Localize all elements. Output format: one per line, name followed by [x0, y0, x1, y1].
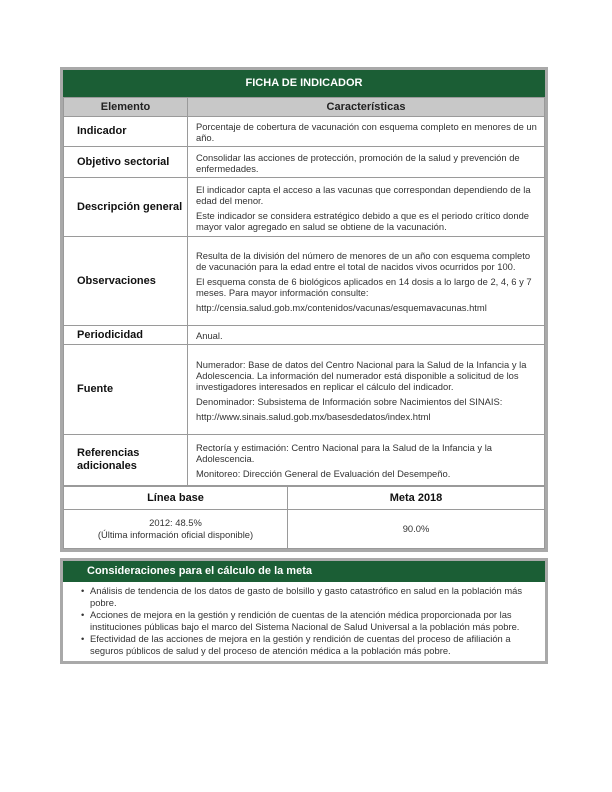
table-header-row [64, 98, 545, 117]
column-header-elemento: Elemento [64, 98, 188, 117]
table-row [64, 345, 545, 435]
row-label: Periodicidad [64, 326, 188, 345]
list-item [83, 609, 535, 632]
linea-base-header: Línea base [64, 487, 288, 510]
row-paragraph: Denominador: Subsistema de Información sobre Nacimientos del SINAIS: [196, 395, 503, 407]
row-label: Indicador [64, 117, 188, 147]
indicator-card-title: FICHA DE INDICADOR [63, 70, 545, 97]
row-label: Fuente [64, 345, 188, 435]
list-item-text: Efectividad de las acciones de mejora en la gestión y rendición de cuentas del proceso de afiliación a seguros públicos de salud y del proceso de atención médica a la población más pobre. [90, 633, 511, 656]
considerations-list [63, 582, 545, 661]
list-item-text: Análisis de tendencia de los datos de gasto de bolsillo y gasto catastrófico en salud en la población más pobre. [90, 585, 523, 608]
list-item [83, 633, 535, 656]
row-content [188, 117, 545, 147]
table-row [64, 117, 545, 147]
list-item-text: Acciones de mejora en la gestión y rendición de cuentas de la atención médica proporcionada por las instituciones públicas bajo el marco del Sistema Nacional de Salud Universal a la población más pobre. [90, 609, 520, 632]
meta-value: 90.0% [288, 510, 545, 549]
bullet-icon: • [81, 609, 85, 620]
linea-base-value: 2012: 48.5% [149, 517, 202, 528]
indicator-table [63, 97, 545, 486]
row-paragraph: Consolidar las acciones de protección, promoción de la salud y prevención de enfermedades. [196, 151, 520, 174]
row-content [188, 345, 545, 435]
row-content [188, 237, 545, 326]
table-row [64, 237, 545, 326]
bullet-icon: • [81, 585, 85, 596]
bullet-icon: • [81, 633, 85, 644]
row-paragraph: El indicador capta el acceso a las vacunas que correspondan dependiendo de la edad del menor. [196, 183, 531, 206]
row-paragraph: Rectoría y estimación: Centro Nacional para la Salud de la Infancia y la Adolescencia. [196, 442, 492, 464]
row-paragraph: http://censia.salud.gob.mx/contenidos/vacunas/esquemavacunas.html [196, 302, 487, 313]
row-paragraph: Este indicador se considera estratégico debido a que es el periodo crítico donde mayor valor agregado en salud se obtiene de la vacunación. [196, 209, 530, 232]
considerations-card [60, 558, 548, 664]
row-paragraph: El esquema consta de 6 biológicos aplicados en 14 dosis a lo largo de 2, 4, 6 y 7 meses. Para mayor información consulte: [196, 276, 532, 298]
meta-header: Meta 2018 [288, 487, 545, 510]
linea-base-note: (Última información oficial disponible) [97, 529, 254, 540]
row-content [188, 326, 545, 345]
list-item [83, 585, 535, 608]
row-label: Referencias adicionales [64, 435, 188, 486]
row-paragraph: Numerador: Base de datos del Centro Nacional para la Salud de la Infancia y la Adolescencia. La información del numerador está disponible a solicitud de los investigadores interesados en replicar el cálculo del indicador. [196, 358, 527, 392]
row-content [188, 178, 545, 237]
considerations-title: Consideraciones para el cálculo de la meta [63, 561, 545, 582]
row-paragraph: Anual. [196, 330, 223, 341]
linea-base-cell [64, 510, 288, 549]
row-paragraph: Porcentaje de cobertura de vacunación con esquema completo en menores de un año. [196, 121, 537, 143]
row-paragraph: Monitoreo: Dirección General de Evaluación del Desempeño. [196, 468, 451, 479]
row-paragraph: http://www.sinais.salud.gob.mx/basesdedatos/index.html [196, 410, 431, 422]
row-content [188, 435, 545, 486]
table-row [64, 435, 545, 486]
row-content [188, 147, 545, 178]
column-header-caracteristicas: Características [188, 98, 545, 117]
table-row [64, 147, 545, 178]
baseline-goal-table [63, 486, 545, 549]
row-label: Descripción general [64, 178, 188, 237]
indicator-card [60, 67, 548, 552]
row-label: Observaciones [64, 237, 188, 326]
row-paragraph: Resulta de la división del número de menores de un año con esquema completo de vacunación para la edad entre el total de nacidos vivos ocurridos por 100. [196, 250, 531, 272]
row-label: Objetivo sectorial [64, 147, 188, 178]
table-row [64, 326, 545, 345]
table-row [64, 178, 545, 237]
